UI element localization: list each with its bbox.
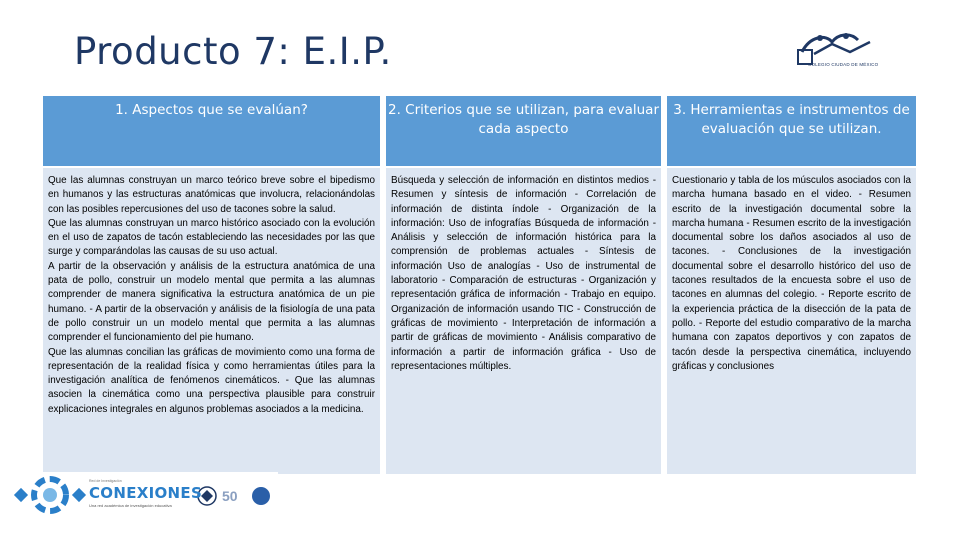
slide-title: Producto 7: E.I.P.: [74, 30, 392, 73]
cell-criterios: [386, 168, 661, 474]
school-logo-icon: [792, 28, 884, 78]
criterios-text: Búsqueda y selección de información en distintos medios - Resumen y síntesis de información - Correlación de información de distinta índole - Organización de la información: Uso de infografías Búsqueda de información - Análisis y selección de información histórica para la comprensión de problemas actuales - Síntesis de información Uso de analogías - Uso de instrumental de laboratorio - Comparación de estructuras - Organización y representación gráfica de información - Trabajo en equipo. Organización de información usando TIC - Construcción de gráficas de movimiento - Interpretación de información a partir de gráficas de movimiento - Análisis comparativo de información a partir de información gráfica - Uso de representaciones múltiples.: [391, 175, 656, 372]
aspecto-paragraph: Que las alumnas concilian las gráficas de movimiento como una forma de representación de la realidad física y como herramientas útiles para la investigación analítica de fenómenos cinemáticos. - Que las alumnas asocien la cinemática como una perspectiva plausible para construir explicaciones integrales en algunos problemas asociados a la medicina.: [48, 346, 375, 415]
aspecto-paragraph: Que las alumnas construyan un marco histórico asociado con la evolución en el uso de zapatos de tacón estableciendo las necesidades por las que surge y comparándolas las causas de su uso actual.: [48, 217, 375, 258]
aspecto-paragraph: Que las alumnas construyan un marco teórico breve sobre el bipedismo en humanos y las estructuras anatómicas que involucra, relacionándolas con las posibles repercusiones del uso de tacones sobre la salud.: [48, 175, 375, 215]
header-herramientas: 3. Herramientas e instrumentos de evaluación que se utilizan.: [667, 96, 916, 166]
header-aspectos: 1. Aspectos que se evalúan?: [43, 96, 380, 166]
school-logo: [792, 28, 884, 78]
header-criterios: 2. Criterios que se utilizan, para evaluar cada aspecto: [386, 96, 661, 166]
svg-text:50: 50: [222, 488, 238, 504]
conexiones-logo: [10, 472, 278, 522]
conexiones-brand: CONEXIONES: [89, 484, 203, 502]
conexiones-small-tag: Red de Investigación: [89, 479, 122, 483]
conexiones-tagline: Una red académica de investigación educativa: [89, 503, 172, 508]
aspecto-paragraph: A partir de la observación y análisis de la estructura anatómica de una pata de pollo, construir un modelo mental que permita a las alumnas comprender de manera significativa la estructura anatómica de un pie humano. - A partir de la observación y análisis de la fisiología de una pata de pollo construir un un modelo mental que permita a las alumnas comprender el funcionamiento del pie humano.: [48, 260, 375, 344]
herramientas-text: Cuestionario y tabla de los músculos asociados con la marcha humana basado en el video. - Resumen escrito de la investigación documental sobre la marcha humana - Resumen escrito de la investigación documental sobre los daños asociados al uso de tacones. - Conclusiones de la investigación documental sobre el desarrollo histórico del uso de tacones resultados de la encuesta sobre el uso de tacones en alumnas del colegio. - Reporte escrito de la experiencia práctica de la disección de la pata de pollo. - Reporte del estudio comparativo de la marcha humana con zapatos deportivos y con zapatos de tacón desde la perspectiva cinemática, incluyendo gráficas y conclusiones: [672, 175, 911, 372]
cell-herramientas: [667, 168, 916, 474]
cell-aspectos: [43, 168, 380, 474]
school-logo-caption: COLEGIO CIUDAD DE MÉXICO: [808, 62, 879, 67]
evaluation-table: [43, 96, 916, 474]
